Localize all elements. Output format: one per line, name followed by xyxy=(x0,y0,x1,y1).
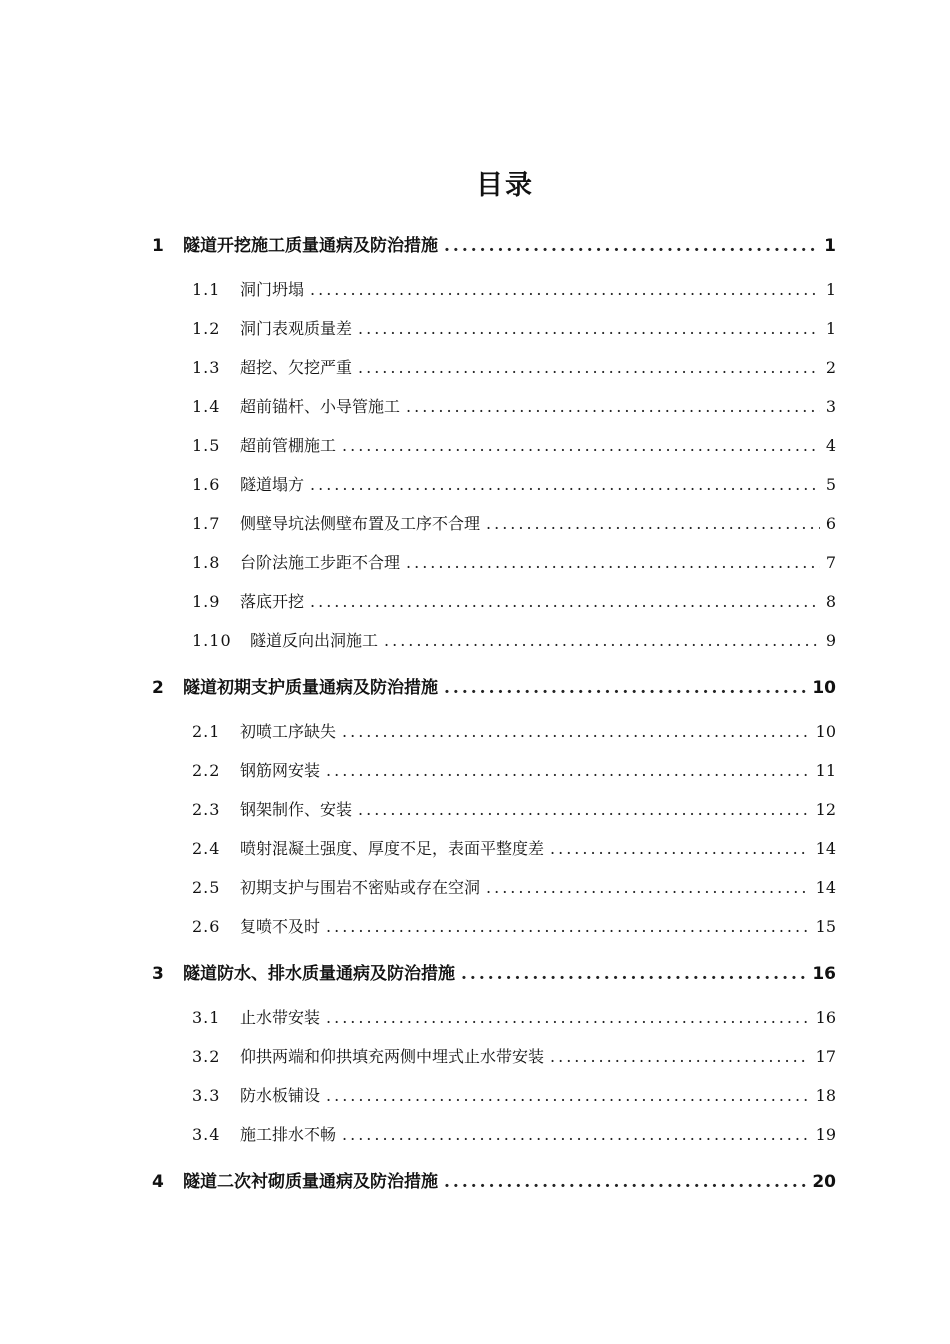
toc-dot-leader xyxy=(358,319,820,338)
toc-entry-page: 5 xyxy=(825,475,836,494)
toc-entry-page: 8 xyxy=(825,592,836,611)
toc-section-entry[interactable] xyxy=(192,511,836,534)
toc-entry-title: 隧道开挖施工质量通病及防治措施 xyxy=(183,236,438,256)
toc-entry-number: 1.5 xyxy=(192,436,221,455)
toc-entry-page: 11 xyxy=(815,761,836,780)
toc-entry-page: 18 xyxy=(815,1086,836,1105)
toc-entry-title: 防水板铺设 xyxy=(240,1086,321,1105)
toc-entry-number: 1.9 xyxy=(192,592,221,611)
toc-section-entry[interactable] xyxy=(192,797,836,820)
toc-section-entry[interactable] xyxy=(192,394,836,417)
toc-dot-leader xyxy=(406,397,820,416)
toc-entry-title: 复喷不及时 xyxy=(240,917,321,936)
toc-entry-page: 10 xyxy=(812,678,836,698)
toc-entry-page: 15 xyxy=(815,917,836,936)
toc-dot-leader xyxy=(406,553,820,572)
toc-entry-page: 7 xyxy=(825,553,836,572)
toc-entry-title: 隧道塌方 xyxy=(240,475,305,494)
toc-entry-number: 1.4 xyxy=(192,397,221,416)
toc-section-entry[interactable] xyxy=(192,472,836,495)
toc-dot-leader xyxy=(384,631,820,650)
toc-entry-title: 超前管棚施工 xyxy=(240,436,337,455)
toc-entry-page: 16 xyxy=(815,1008,836,1027)
toc-entry-title: 止水带安装 xyxy=(240,1008,321,1027)
toc-entry-number: 2.2 xyxy=(192,761,221,780)
toc-dot-leader xyxy=(444,678,806,698)
toc-entry-number: 2.1 xyxy=(192,722,221,741)
toc-dot-leader xyxy=(486,878,810,897)
toc-entry-title: 隧道反向出洞施工 xyxy=(250,631,379,650)
toc-section-entry[interactable] xyxy=(192,316,836,339)
toc-dot-leader xyxy=(444,1172,806,1192)
toc-section-entry[interactable] xyxy=(192,550,836,573)
toc-dot-leader xyxy=(461,964,806,984)
toc-entry-number: 1 xyxy=(152,236,164,256)
toc-section-entry[interactable] xyxy=(192,875,836,898)
toc-entry-number: 3.3 xyxy=(192,1086,221,1105)
toc-dot-leader xyxy=(326,761,810,780)
toc-entry-title: 落底开挖 xyxy=(240,592,305,611)
toc-section-entry[interactable] xyxy=(192,355,836,378)
toc-entry-title: 洞门坍塌 xyxy=(240,280,305,299)
toc-entry-number: 4 xyxy=(152,1172,164,1192)
toc-section-entry[interactable] xyxy=(192,433,836,456)
toc-entry-number: 3.4 xyxy=(192,1125,221,1144)
toc-entry-page: 20 xyxy=(812,1172,836,1192)
toc-entry-number: 2.6 xyxy=(192,917,221,936)
toc-dot-leader xyxy=(326,1008,810,1027)
toc-entry-page: 6 xyxy=(825,514,836,533)
toc-chapter-entry[interactable] xyxy=(152,231,836,256)
toc-entry-page: 1 xyxy=(825,319,836,338)
toc-dot-leader xyxy=(326,917,810,936)
toc-dot-leader xyxy=(310,475,820,494)
toc-entry-number: 2.3 xyxy=(192,800,221,819)
toc-entry-title: 超挖、欠挖严重 xyxy=(240,358,353,377)
toc-dot-leader xyxy=(310,592,820,611)
toc-entry-title: 超前锚杆、小导管施工 xyxy=(240,397,401,416)
toc-entry-title: 隧道二次衬砌质量通病及防治措施 xyxy=(183,1172,438,1192)
toc-section-entry[interactable] xyxy=(192,1044,836,1067)
toc-entry-page: 19 xyxy=(815,1125,836,1144)
toc-dot-leader xyxy=(358,800,810,819)
toc-entry-title: 初期支护与围岩不密贴或存在空洞 xyxy=(240,878,481,897)
toc-entry-number: 3.2 xyxy=(192,1047,221,1066)
toc-entry-page: 4 xyxy=(825,436,836,455)
toc-entry-number: 3 xyxy=(152,964,164,984)
toc-entry-page: 10 xyxy=(815,722,836,741)
toc-dot-leader xyxy=(342,1125,810,1144)
toc-entry-page: 1 xyxy=(824,236,836,256)
toc-entry-title: 钢架制作、安装 xyxy=(240,800,353,819)
toc-entry-number: 1.7 xyxy=(192,514,221,533)
toc-entry-number: 3.1 xyxy=(192,1008,221,1027)
toc-entry-title: 隧道初期支护质量通病及防治措施 xyxy=(183,678,438,698)
toc-entry-title: 施工排水不畅 xyxy=(240,1125,337,1144)
toc-dot-leader xyxy=(486,514,820,533)
toc-entry-number: 2 xyxy=(152,678,164,698)
toc-entry-page: 14 xyxy=(815,878,836,897)
toc-section-entry[interactable] xyxy=(192,628,836,651)
toc-entry-title: 台阶法施工步距不合理 xyxy=(240,553,401,572)
toc-entry-number: 2.4 xyxy=(192,839,221,858)
toc-entry-title: 喷射混凝土强度、厚度不足，表面平整度差 xyxy=(240,839,545,858)
toc-dot-leader xyxy=(444,236,818,256)
toc-section-entry[interactable] xyxy=(192,1083,836,1106)
toc-entry-title: 侧壁导坑法侧壁布置及工序不合理 xyxy=(240,514,481,533)
toc-entry-number: 1.10 xyxy=(192,631,232,650)
toc-entry-page: 16 xyxy=(812,964,836,984)
toc-section-entry[interactable] xyxy=(192,758,836,781)
toc-entry-page: 14 xyxy=(815,839,836,858)
toc-section-entry[interactable] xyxy=(192,1122,836,1145)
toc-entry-number: 1.8 xyxy=(192,553,221,572)
toc-entry-number: 1.6 xyxy=(192,475,221,494)
toc-section-entry[interactable] xyxy=(192,719,836,742)
toc-entry-page: 3 xyxy=(825,397,836,416)
toc-dot-leader xyxy=(326,1086,810,1105)
toc-entry-number: 1.3 xyxy=(192,358,221,377)
toc-dot-leader xyxy=(310,280,820,299)
toc-dot-leader xyxy=(342,722,810,741)
toc-entry-page: 17 xyxy=(815,1047,836,1066)
toc-dot-leader xyxy=(550,1047,810,1066)
toc-dot-leader xyxy=(342,436,820,455)
toc-entry-title: 仰拱两端和仰拱填充两侧中埋式止水带安装 xyxy=(240,1047,545,1066)
toc-chapter-entry[interactable] xyxy=(152,1167,836,1192)
toc-entry-number: 1.2 xyxy=(192,319,221,338)
toc-chapter-entry[interactable] xyxy=(152,959,836,984)
toc-entry-title: 隧道防水、排水质量通病及防治措施 xyxy=(183,964,455,984)
toc-section-entry[interactable] xyxy=(192,589,836,612)
toc-entry-title: 钢筋网安装 xyxy=(240,761,321,780)
toc-chapter-entry[interactable] xyxy=(152,673,836,698)
toc-entry-page: 12 xyxy=(815,800,836,819)
page-title: 目录 xyxy=(476,170,534,201)
toc-entry-title: 洞门表观质量差 xyxy=(240,319,353,338)
toc-section-entry[interactable] xyxy=(192,1005,836,1028)
toc-entry-number: 1.1 xyxy=(192,280,221,299)
toc-dot-leader xyxy=(358,358,820,377)
toc-dot-leader xyxy=(550,839,810,858)
toc-section-entry[interactable] xyxy=(192,277,836,300)
toc-section-entry[interactable] xyxy=(192,914,836,937)
toc-entry-title: 初喷工序缺失 xyxy=(240,722,337,741)
toc-entry-page: 2 xyxy=(825,358,836,377)
toc-section-entry[interactable] xyxy=(192,836,836,859)
toc-entry-page: 1 xyxy=(825,280,836,299)
toc-entry-number: 2.5 xyxy=(192,878,221,897)
toc-entry-page: 9 xyxy=(825,631,836,650)
